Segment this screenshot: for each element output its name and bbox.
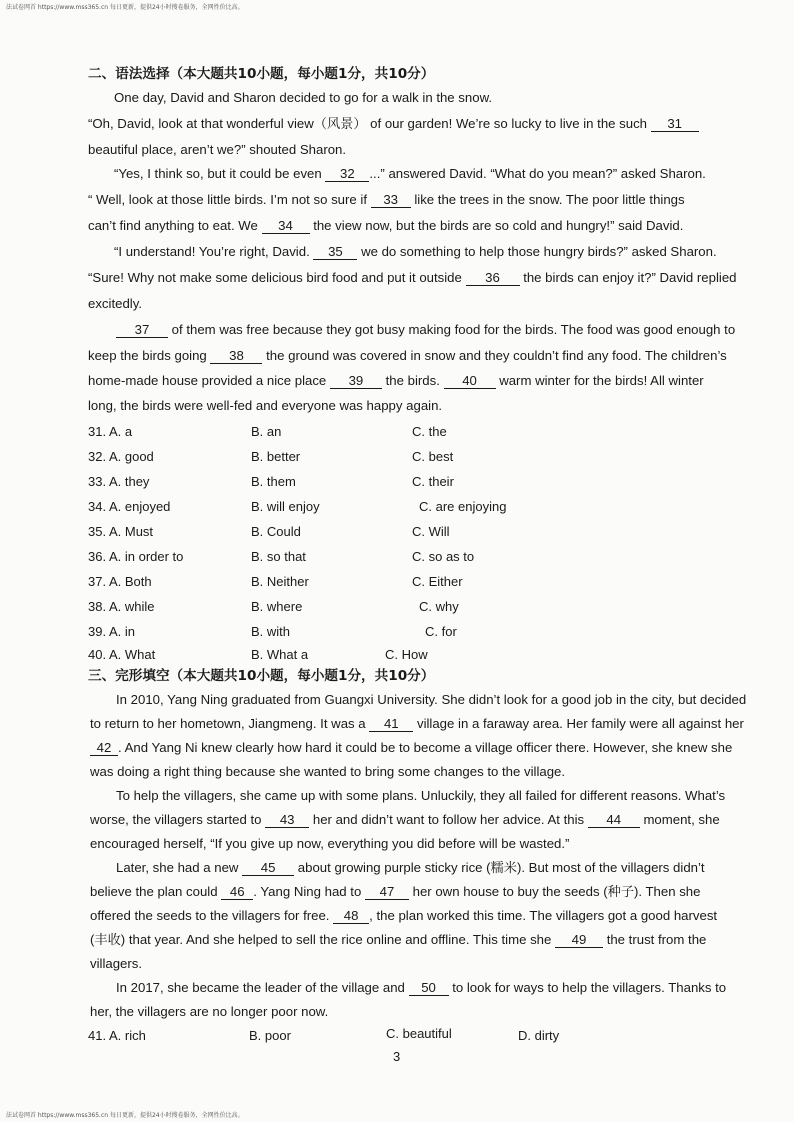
blank-41: 41 [369,717,413,732]
paragraph-line: long, the birds were well-fed and everyone was happy again. [88,398,443,413]
text-span: the ground was covered in snow and they couldn’t find any food. The children’s [266,348,727,363]
option-35-b: B. Could [251,524,301,539]
paragraph-line [88,192,685,208]
paragraph-line: beautiful place, aren’t we?” shouted Sharon. [88,142,347,157]
text-span: In 2017, she became the leader of the village and [116,980,405,995]
paragraph-line [90,812,720,828]
option-37-c: C. Either [412,574,463,589]
paragraph-line [90,716,744,732]
text-span: “Yes, I think so, but it could be even [114,166,322,181]
text-span: moment, she [643,812,720,827]
paragraph-line [114,166,706,182]
paragraph-line [88,218,683,234]
blank-48: 48 [333,909,369,924]
paragraph-line: To help the villagers, she came up with some plans. Unluckily, they all failed for different reasons. What’s [116,788,726,803]
option-31-c: C. the [412,424,447,439]
option-37-a: 37. A. Both [88,574,152,589]
text-span: village in a faraway area. Her family were all against her [416,716,744,731]
blank-33: 33 [371,193,411,208]
text-span: . Yang Ning had to [253,884,362,899]
blank-32: 32 [325,167,369,182]
option-31-b: B. an [251,424,282,439]
text-span: . And Yang Ni knew clearly how hard it could be to become a village officer there. However, she knew she [118,740,733,755]
text-span: “I understand! You’re right, David. [114,244,310,259]
paragraph-line [116,322,735,338]
option-40-c: C. How [385,647,428,662]
blank-39: 39 [330,374,382,389]
option-35-a: 35. A. Must [88,524,154,539]
paragraph-line: encouraged herself, “If you give up now, everything you did before will be wasted.” [90,836,570,851]
blank-36: 36 [466,271,520,286]
text-span: the birds. [385,373,440,388]
blank-35: 35 [313,245,357,260]
option-36-c: C. so as to [412,549,475,564]
text-span: of them was free because they got busy making food for the birds. The food was good enough to [171,322,736,337]
text-span: home-made house provided a nice place [88,373,327,388]
text-span: “Oh, David, look at that wonderful view（风景） of our garden! We’re so lucky to live in the such [88,116,648,131]
text-span: , the plan worked this time. The villagers got a good harvest [369,908,718,923]
option-40-a: 40. A. What [88,647,156,662]
text-span: the view now, but the birds are so cold and hungry!” said David. [313,218,684,233]
option-32-c: C. best [412,449,454,464]
paragraph-line [88,270,737,286]
blank-42: 42 [90,741,118,756]
option-34-c: C. are enjoying [419,499,507,514]
option-33-b: B. them [251,474,296,489]
blank-49: 49 [555,933,603,948]
blank-37: 37 [116,323,168,338]
blank-47: 47 [365,885,409,900]
text-span: offered the seeds to the villagers for free. [90,908,330,923]
paragraph-line [90,740,732,756]
text-span: like the trees in the snow. The poor little things [414,192,685,207]
text-span: to return to her hometown, Jiangmeng. It was a [90,716,366,731]
text-span: to look for ways to help the villagers. Thanks to [452,980,727,995]
option-34-a: 34. A. enjoyed [88,499,171,514]
page-number: 3 [393,1049,401,1064]
text-span: her own house to buy the seeds (种子). Then she [412,884,701,899]
option-41-a: 41. A. rich [88,1028,146,1043]
blank-34: 34 [262,219,310,234]
paragraph-line [90,884,700,900]
option-34-b: B. will enjoy [251,499,320,514]
paragraph-line [88,373,704,389]
option-36-b: B. so that [251,549,306,564]
text-span: her and didn’t want to follow her advice. At this [312,812,585,827]
paragraph-line [88,348,727,364]
paragraph-line: In 2010, Yang Ning graduated from Guangxi University. She didn’t look for a good job in the city, but decided [116,692,747,707]
option-32-a: 32. A. good [88,449,154,464]
option-38-b: B. where [251,599,303,614]
paragraph-line [90,908,717,924]
option-41-d: D. dirty [518,1028,560,1043]
option-40-b: B. What a [251,647,309,662]
option-39-c: C. for [425,624,457,639]
paragraph-line [88,116,699,132]
option-38-a: 38. A. while [88,599,155,614]
option-36-a: 36. A. in order to [88,549,184,564]
option-41-c: C. beautiful [386,1026,452,1041]
blank-46: 46 [221,885,253,900]
text-span: “Sure! Why not make some delicious bird food and put it outside [88,270,462,285]
text-span: can’t find anything to eat. We [88,218,258,233]
text-span: worse, the villagers started to [90,812,262,827]
blank-43: 43 [265,813,309,828]
paragraph-line [116,980,726,996]
blank-38: 38 [210,349,262,364]
text-span: “ Well, look at those little birds. I’m not so sure if [88,192,367,207]
paragraph-line: One day, David and Sharon decided to go for a walk in the snow. [114,90,493,105]
paragraph-line: villagers. [90,956,143,971]
blank-44: 44 [588,813,640,828]
text-span: the birds can enjoy it?” David replied [523,270,737,285]
text-span: ...” answered David. “What do you mean?” asked Sharon. [369,166,706,181]
option-31-a: 31. A. a [88,424,133,439]
text-span: believe the plan could [90,884,218,899]
section3-heading: 三、完形填空（本大题共10小题，每小题1分，共10分） [88,668,435,684]
watermark-top: 法试卷网首 https://www.mss365.cn 每日更新，提供24小时搜卷服务，全网性价比高。 [6,4,244,11]
paragraph-line [116,860,705,876]
option-37-b: B. Neither [251,574,309,589]
option-33-a: 33. A. they [88,474,150,489]
option-35-c: C. Will [412,524,450,539]
watermark-bottom: 法试卷网首 https://www.mss365.cn 每日更新，提供24小时搜卷服务，全网性价比高。 [6,1112,244,1119]
option-32-b: B. better [251,449,301,464]
option-33-c: C. their [412,474,454,489]
blank-45: 45 [242,861,294,876]
paragraph-line: excitedly. [88,296,142,311]
blank-40: 40 [444,374,496,389]
section2-heading: 二、语法选择（本大题共10小题，每小题1分，共10分） [88,66,435,82]
option-39-a: 39. A. in [88,624,135,639]
text-span: about growing purple sticky rice (糯米). But most of the villagers didn’t [297,860,705,875]
paragraph-line: was doing a right thing because she wanted to bring some changes to the village. [90,764,566,779]
text-span: warm winter for the birds! All winter [499,373,704,388]
paragraph-line [114,244,717,260]
paragraph-line: her, the villagers are no longer poor now. [90,1004,329,1019]
option-39-b: B. with [251,624,291,639]
option-41-b: B. poor [249,1028,291,1043]
option-38-c: C. why [419,599,459,614]
text-span: (丰收) that year. And she helped to sell the rice online and offline. This time she [90,932,552,947]
blank-50: 50 [409,981,449,996]
text-span: Later, she had a new [116,860,239,875]
text-span: keep the birds going [88,348,207,363]
blank-31: 31 [651,117,699,132]
paragraph-line [90,932,706,948]
text-span: we do something to help those hungry birds?” asked Sharon. [361,244,717,259]
text-span: the trust from the [606,932,707,947]
